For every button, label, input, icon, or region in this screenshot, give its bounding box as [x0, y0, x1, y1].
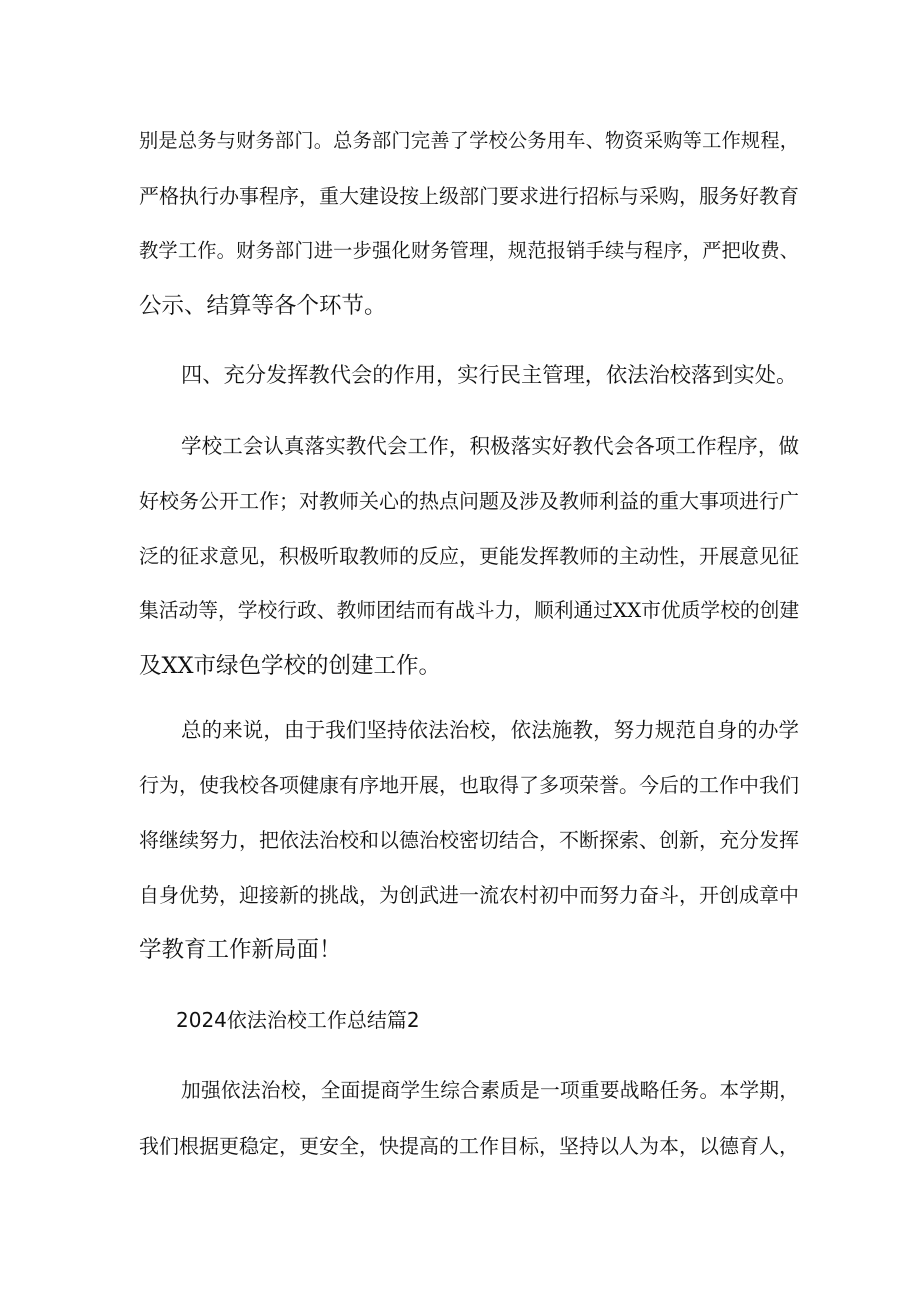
article-title: 2024依法治校工作总结篇2 [176, 1008, 420, 1032]
paragraph-line: 别是总务与财务部门。总务部门完善了学校公务用车、物资采购等工作规程， [139, 129, 799, 152]
paragraph-line: 泛的征求意见，积极听取教师的反应，更能发挥教师的主动性，开展意见征 [139, 544, 799, 568]
paragraph-line: 学教育工作新局面！ [139, 937, 342, 963]
paragraph-line: 集活动等，学校行政、教师团结而有战斗力，顺利通过XX市优质学校的创建 [139, 599, 800, 622]
paragraph-line: 总的来说，由于我们坚持依法治校，依法施教，努力规范自身的办学 [181, 718, 799, 742]
section-heading: 四、充分发挥教代会的作用，实行民主管理，依法治校落到实处。 [181, 363, 798, 388]
paragraph-line: 加强依法治校，全面提商学生综合素质是一项重要战略任务。本学期， [181, 1079, 799, 1102]
paragraph-line: 好校务公开工作；对教师关心的热点问题及涉及教师利益的重大事项进行广 [139, 489, 799, 513]
paragraph-line: 行为，使我校各项健康有序地开展，也取得了多项荣誉。今后的工作中我们 [139, 773, 799, 797]
paragraph-line: 学校工会认真落实教代会工作，积极落实好教代会各项工作程序，做 [181, 434, 799, 458]
paragraph-line: 公示、结算等各个环节。 [139, 293, 387, 319]
paragraph-line: 及XX市绿色学校的创建工作。 [139, 653, 442, 679]
paragraph-line: 教学工作。财务部门进一步强化财务管理，规范报销手续与程序，严把收费、 [139, 239, 799, 262]
paragraph-line: 自身优势，迎接新的挑战，为创武进一流农村初中而努力奋斗，开创成章中 [139, 883, 799, 907]
paragraph-line: 我们根据更稳定，更安全，快提高的工作目标，坚持以人为本，以德育人， [139, 1134, 799, 1158]
paragraph-line: 严格执行办事程序，重大建设按上级部门要求进行招标与采购，服务好教育 [139, 184, 799, 208]
paragraph-line: 将继续努力，把依法治校和以德治校密切结合，不断探索、创新，充分发挥 [139, 828, 799, 852]
